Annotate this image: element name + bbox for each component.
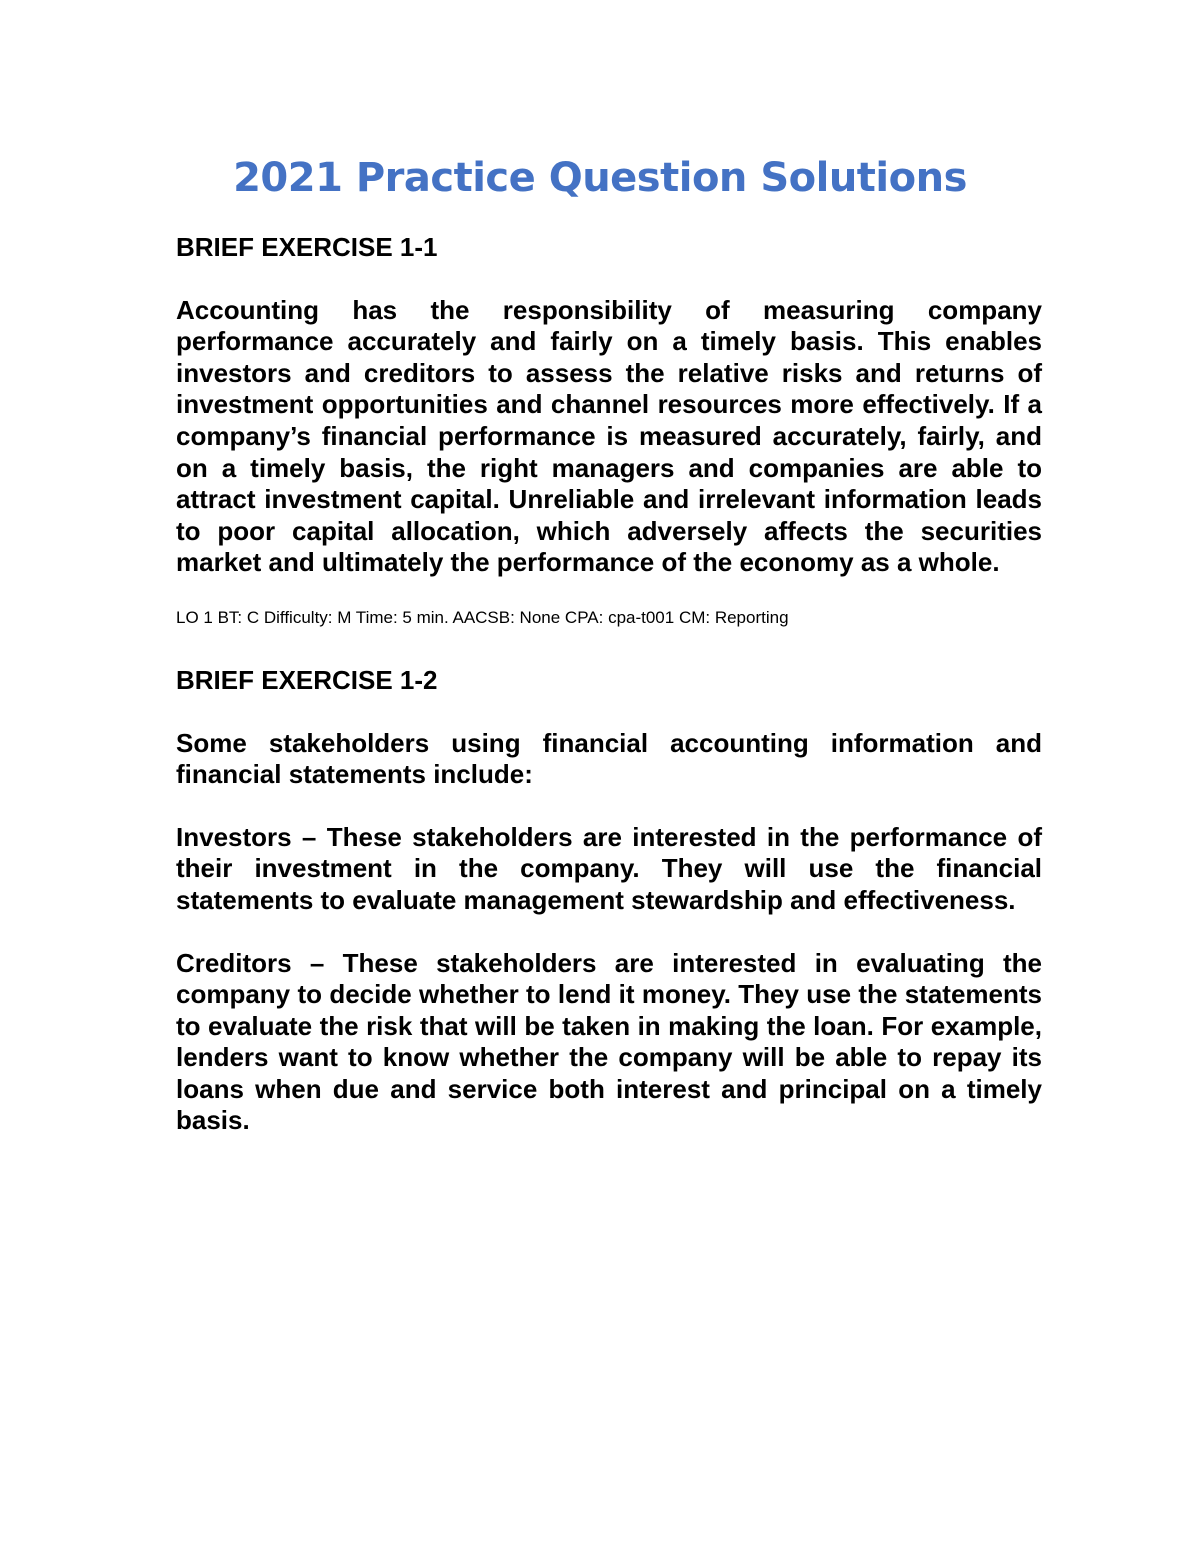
stakeholder-investors-paragraph: Investors – These stakeholders are interested in the performance of their investment in the company. They will use the financial statements to evaluate management stewardship and effectiveness. xyxy=(176,821,1042,915)
section-1-2-intro: Some stakeholders using financial accounting information and financial statements include: xyxy=(176,727,1042,790)
section-heading-1-2: BRIEF EXERCISE 1-2 xyxy=(176,664,438,695)
stakeholder-creditors-paragraph: Creditors – These stakeholders are interested in evaluating the company to decide whether to lend it money. They use the statements to evaluate the risk that will be taken in making the loan. For example, lenders want to know whether the company will be able to repay its loans when due and service both interest and principal on a timely basis. xyxy=(176,947,1042,1136)
section-1-1-metadata: LO 1 BT: C Difficulty: M Time: 5 min. AACSB: None CPA: cpa-t001 CM: Reporting xyxy=(176,607,789,627)
document-title: 2021 Practice Question Solutions xyxy=(233,155,967,201)
section-heading-1-1: BRIEF EXERCISE 1-1 xyxy=(176,232,438,262)
section-1-1-paragraph: Accounting has the responsibility of measuring company performance accurately and fairly on a timely basis. This enables investors and creditors to assess the relative risks and returns of investment opportunities and channel resources more effectively. If a company’s financial performance is measured accurately, fairly, and on a timely basis, the right managers and companies are able to attract investment capital. Unreliable and irrelevant information leads to poor capital allocation, which adversely affects the securities market and ultimately the performance of the economy as a whole. xyxy=(176,294,1042,578)
document-body xyxy=(176,232,1042,1137)
